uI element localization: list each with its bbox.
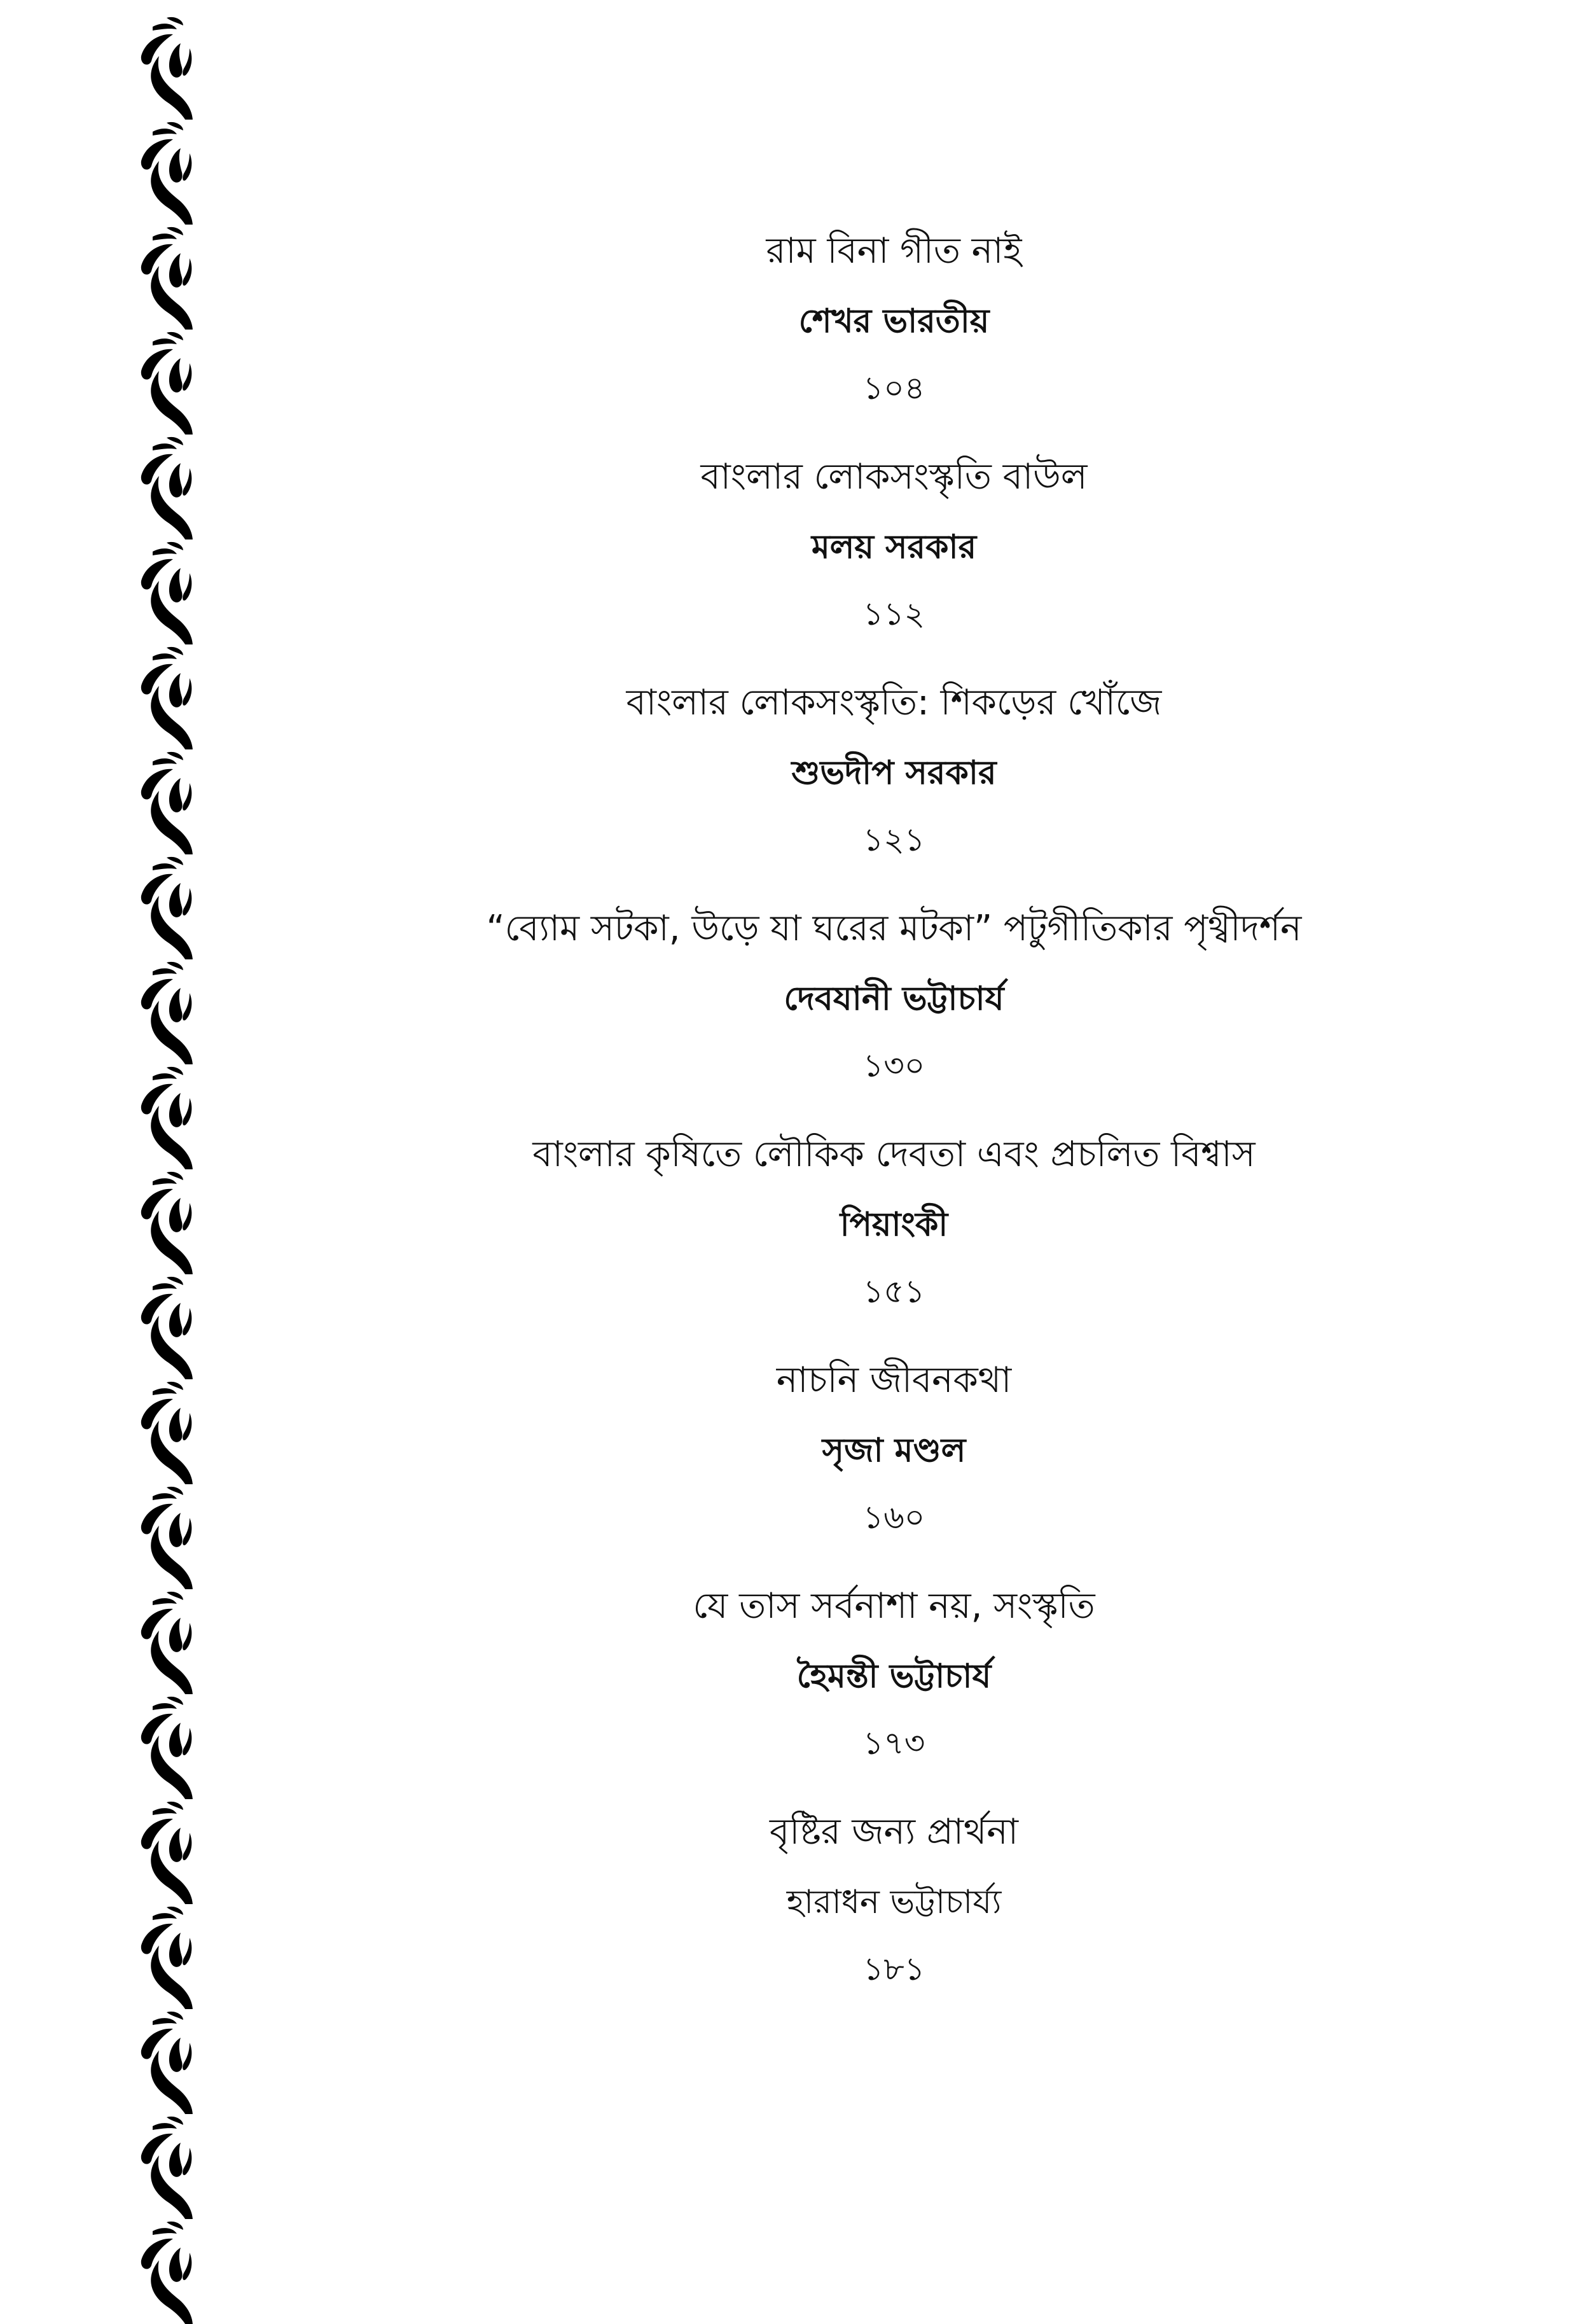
entry-title: “ব্যোম সটকা, উড়ে যা ঘরের মটকা” পটুগীতিকার পৃথ্বীদর্শন <box>486 908 1302 949</box>
paisley-motif-icon <box>127 1376 210 1484</box>
entry-title: বাংলার কৃষিতে লৌকিক দেবতা এবং প্রচলিত বিশ্বাস <box>532 1134 1256 1175</box>
entry-page-number: ১২১ <box>862 821 925 858</box>
entry-title: রাম বিনা গীত নাই <box>766 230 1022 272</box>
entry-author: হৈমন্তী ভট্টাচার্য <box>796 1657 992 1695</box>
entry-title: বৃষ্টির জন্য প্রার্থনা <box>770 1811 1018 1853</box>
paisley-motif-icon <box>127 1061 210 1169</box>
paisley-motif-icon <box>127 1901 210 2009</box>
paisley-motif-icon <box>127 536 210 644</box>
paisley-motif-icon <box>127 2006 210 2114</box>
paisley-motif-icon <box>127 851 210 959</box>
entry-page-number: ১০৪ <box>862 370 925 407</box>
paisley-motif-icon <box>127 956 210 1064</box>
paisley-motif-icon <box>127 326 210 435</box>
entry-page-number: ১১২ <box>862 595 925 632</box>
entry-author: মলয় সরকার <box>811 528 977 566</box>
entry-page-number: ১৫১ <box>862 1273 925 1310</box>
paisley-motif-icon <box>127 1691 210 1799</box>
paisley-motif-icon <box>127 1271 210 1379</box>
paisley-motif-icon <box>127 1586 210 1694</box>
entry-author: শেখর ভারতীয় <box>798 302 990 340</box>
paisley-motif-icon <box>127 11 210 120</box>
entry-page-number: ১৩০ <box>862 1047 925 1084</box>
paisley-motif-icon <box>127 746 210 854</box>
decorative-border <box>127 11 210 2232</box>
entry-author: সৃজা মণ্ডল <box>822 1431 966 1470</box>
entry-title: নাচনি জীবনকথা <box>776 1360 1012 1401</box>
entry-title: বাংলার লোকসংস্কৃতি: শিকড়ের খোঁজে <box>626 682 1162 723</box>
paisley-motif-icon <box>127 641 210 749</box>
entry-title: বাংলার লোকসংস্কৃতি বাউল <box>700 456 1088 498</box>
paisley-motif-icon <box>127 1481 210 1589</box>
paisley-motif-icon <box>127 116 210 225</box>
entry-author: পিয়াংকী <box>840 1206 948 1244</box>
entry-author: শুভদীপ সরকার <box>791 754 997 792</box>
entry-author: দেবযানী ভট্টাচার্য <box>784 980 1004 1018</box>
entry-author: হারাধন ভট্টাচার্য্য <box>786 1883 1002 1921</box>
entry-page-number: ১৭৩ <box>862 1725 925 1762</box>
paisley-motif-icon <box>127 431 210 539</box>
entry-page-number: ১৬০ <box>862 1499 925 1536</box>
paisley-motif-icon <box>127 2111 210 2219</box>
paisley-motif-icon <box>127 1166 210 1274</box>
paisley-motif-icon <box>127 1796 210 1904</box>
entry-title: যে তাস সর্বনাশা নয়, সংস্কৃতি <box>693 1585 1095 1627</box>
paisley-motif-icon <box>127 221 210 330</box>
entry-page-number: ১৮১ <box>862 1951 925 1987</box>
